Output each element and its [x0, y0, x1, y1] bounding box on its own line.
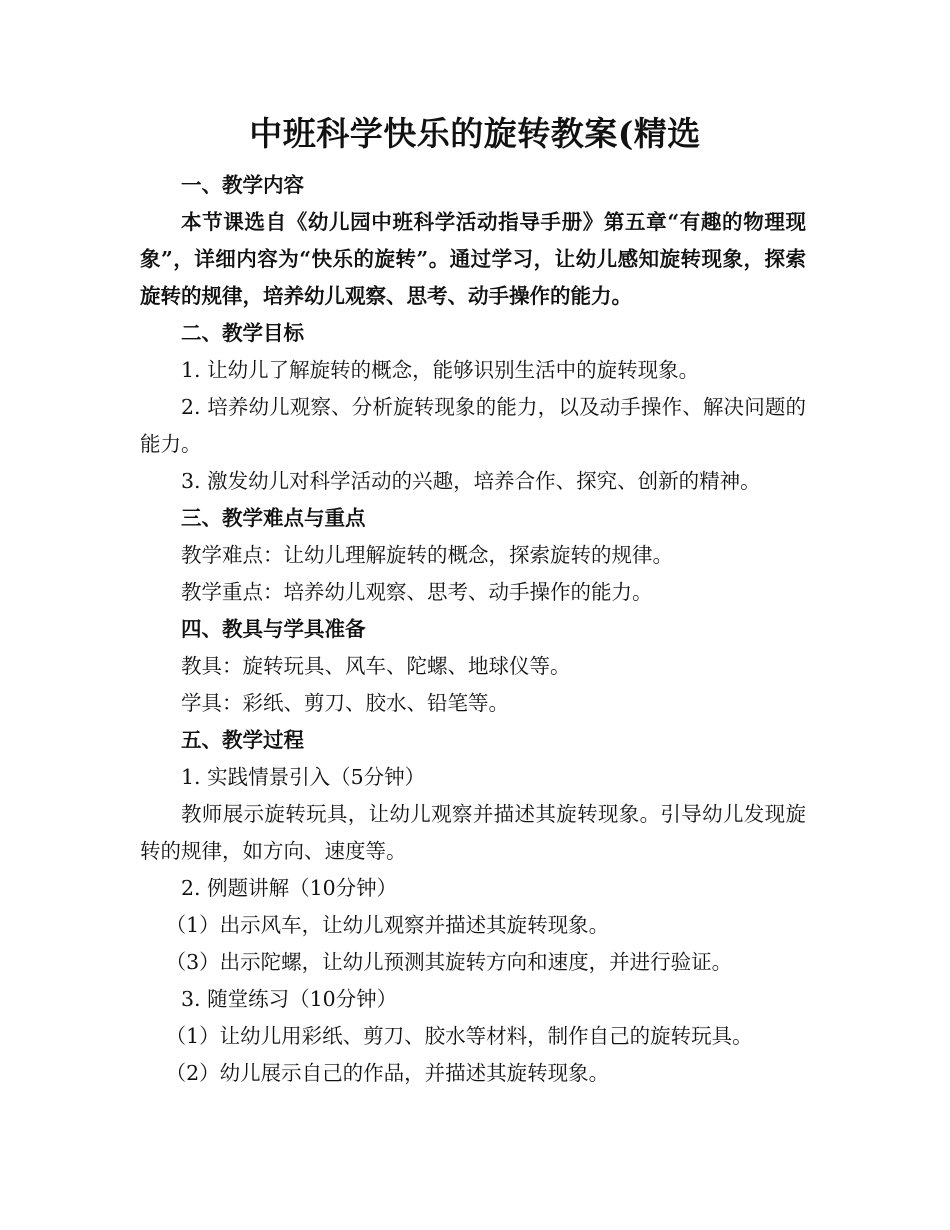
goal-item-1: 1. 让幼儿了解旋转的概念，能够识别生活中的旋转现象。 [181, 358, 700, 382]
process-step-3-item: （2）幼儿展示自己的作品，并描述其旋转现象。 [165, 1061, 610, 1085]
process-step-1-text: 教师展示旋转玩具，让幼儿观察并描述其旋转现象。引导幼儿发现旋转的规律，如方向、速度等。 [140, 802, 806, 863]
process-step-1: 1. 实践情景引入（5分钟） [181, 765, 426, 789]
materials-teacher: 教具：旋转玩具、风车、陀螺、地球仪等。 [181, 654, 571, 678]
keypoint-focus: 教学重点：培养幼儿观察、思考、动手操作的能力。 [181, 580, 653, 604]
goal-item-2: 2. 培养幼儿观察、分析旋转现象的能力，以及动手操作、解决问题的能力。 [140, 395, 806, 456]
section-heading-materials: 四、教具与学具准备 [181, 617, 366, 641]
section-heading-content: 一、教学内容 [181, 173, 304, 197]
goal-item-3: 3. 激发幼儿对科学活动的兴趣，培养合作、探究、创新的精神。 [181, 469, 761, 493]
section-heading-goals: 二、教学目标 [181, 321, 304, 345]
process-step-3: 3. 随堂练习（10分钟） [181, 987, 398, 1011]
section-heading-process: 五、教学过程 [181, 728, 304, 752]
process-step-2: 2. 例题讲解（10分钟） [181, 876, 398, 900]
document-title: 中班科学快乐的旋转教案(精选 [249, 114, 701, 153]
materials-student: 学具：彩纸、剪刀、胶水、铅笔等。 [181, 691, 509, 715]
keypoint-difficulty: 教学难点：让幼儿理解旋转的概念，探索旋转的规律。 [181, 543, 673, 567]
process-step-2-item: （1）出示风车，让幼儿观察并描述其旋转现象。 [165, 913, 610, 937]
content-paragraph: 本节课选自《幼儿园中班科学活动指导手册》第五章“有趣的物理现象”，详细内容为“快乐的旋转”。通过学习，让幼儿感知旋转现象，探索旋转的规律，培养幼儿观察、思考、动手操作的能力。 [140, 210, 806, 308]
process-step-3-item: （1）让幼儿用彩纸、剪刀、胶水等材料，制作自己的旋转玩具。 [165, 1024, 753, 1048]
section-heading-keypoints: 三、教学难点与重点 [181, 506, 366, 530]
process-step-2-item: （3）出示陀螺，让幼儿预测其旋转方向和速度，并进行验证。 [165, 950, 733, 974]
document-body [140, 167, 806, 1092]
